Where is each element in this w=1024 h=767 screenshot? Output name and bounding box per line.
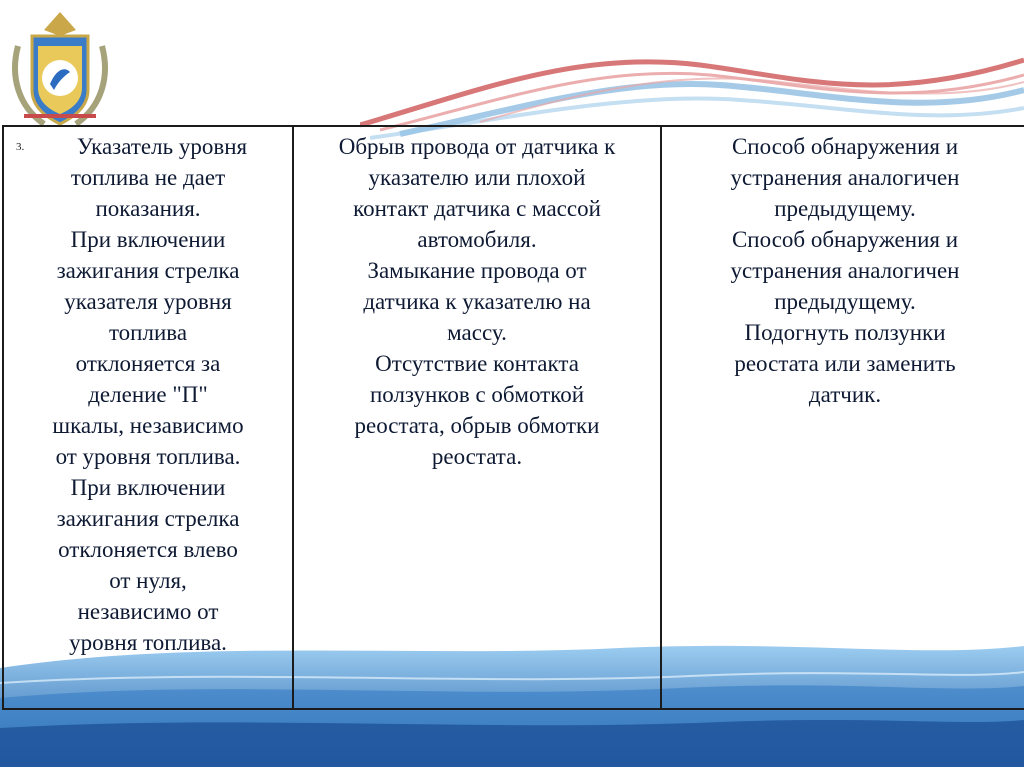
remedy-cell — [661, 126, 1024, 709]
cause-line: реостата, обрыв обмотки — [354, 413, 600, 438]
cause-line: указателю или плохой — [368, 165, 586, 190]
symptom-line: При включении — [70, 475, 226, 500]
cause-line: датчика к указателю на — [363, 289, 591, 314]
remedy-line: предыдущему. — [774, 196, 916, 221]
symptom-line: показания. — [95, 196, 201, 221]
symptom-line: деление "П" — [88, 382, 208, 407]
cause-line: контакт датчика с массой — [353, 196, 601, 221]
symptom-line: шкалы, независимо — [52, 413, 244, 438]
symptom-line: топлива — [108, 320, 188, 345]
remedy-line: устранения аналогичен — [730, 258, 960, 283]
cause-line: автомобиля. — [417, 227, 537, 252]
symptom-line: зажигания стрелка — [56, 258, 240, 283]
symptom-line: отклоняется за — [75, 351, 221, 376]
symptom-line: отклоняется влево — [58, 537, 238, 562]
cause-line: массу. — [447, 320, 507, 345]
table-row — [3, 126, 1024, 709]
cause-text — [300, 131, 654, 472]
symptom-line: независимо от — [77, 599, 219, 624]
cause-line: ползунков с обмоткой — [369, 382, 585, 407]
remedy-text — [668, 131, 1022, 410]
cause-cell — [293, 126, 661, 709]
crest-emblem-icon — [4, 6, 116, 134]
cause-line: Отсутствие контакта — [375, 351, 579, 376]
symptom-text — [10, 131, 286, 658]
remedy-line: Способ обнаружения и — [731, 134, 959, 159]
symptom-line: от уровня топлива. — [55, 444, 241, 469]
header-swoosh-decoration — [360, 30, 1024, 140]
symptom-line: указателя уровня — [64, 289, 232, 314]
cause-line: Замыкание провода от — [367, 258, 587, 283]
symptom-line: от нуля, — [109, 568, 187, 593]
symptom-cell — [3, 126, 293, 709]
remedy-line: Подогнуть ползунки — [744, 320, 946, 345]
symptom-line: При включении — [70, 227, 226, 252]
remedy-line: реостата или заменить — [734, 351, 956, 376]
fault-table — [2, 125, 1024, 710]
row-number: 3. — [16, 141, 25, 153]
symptom-line: Указатель уровня — [76, 134, 248, 159]
remedy-line: датчик. — [808, 382, 882, 407]
cause-line: Обрыв провода от датчика к — [338, 134, 616, 159]
remedy-line: Способ обнаружения и — [731, 227, 959, 252]
symptom-line: топлива не дает — [70, 165, 226, 190]
symptom-line: уровня топлива. — [69, 630, 227, 655]
symptom-line: зажигания стрелка — [56, 506, 240, 531]
remedy-line: устранения аналогичен — [730, 165, 960, 190]
remedy-line: предыдущему. — [774, 289, 916, 314]
cause-line: реостата. — [431, 444, 523, 469]
